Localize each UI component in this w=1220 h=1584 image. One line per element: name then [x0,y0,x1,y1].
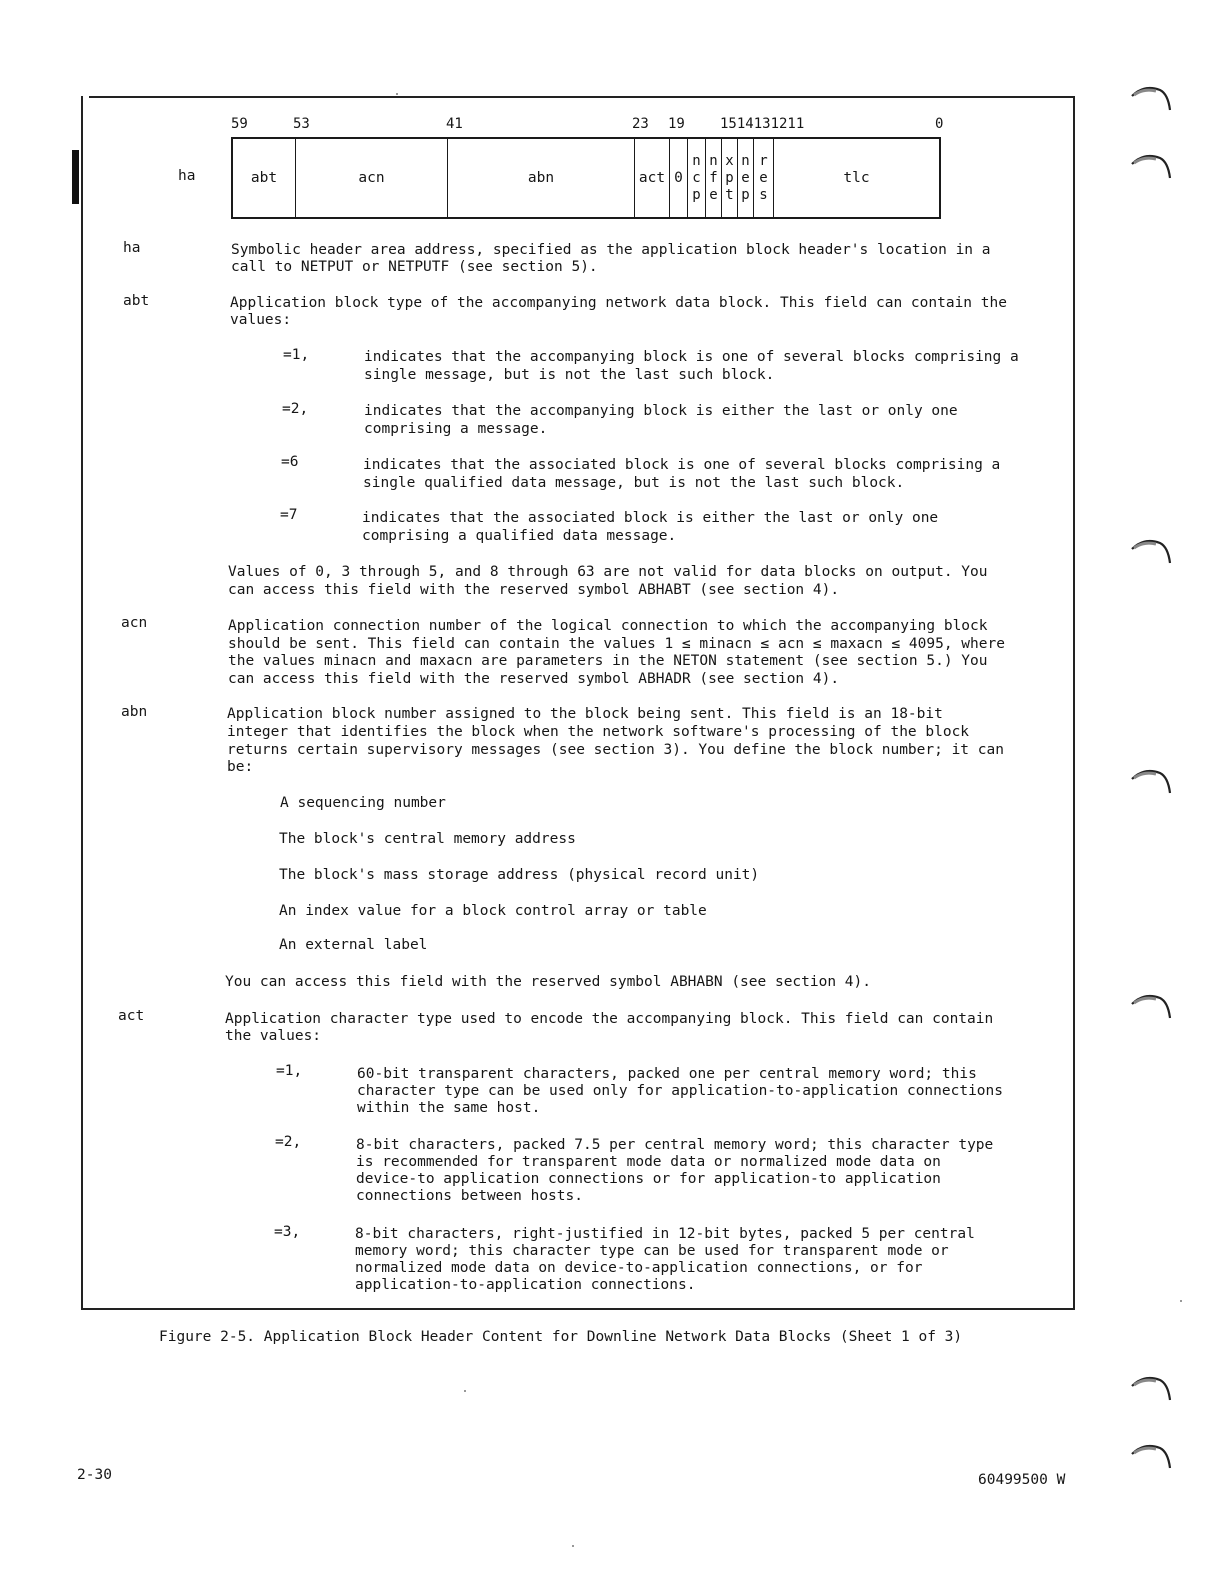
page-number: 2-30 [77,1467,112,1483]
abt-value-desc: indicates that the accompanying block is either the last or only one [364,403,958,419]
flag-nfe: n f e [706,139,722,217]
figure-frame [81,96,1075,1310]
act-value-code: =2, [275,1134,302,1150]
abt-value-code: =1, [283,347,310,363]
field-abt: abt [233,139,296,217]
act-desc-line-1: Application character type used to encode the accompanying block. This field can contain [225,1011,994,1027]
abn-desc-line-4: be: [227,759,254,775]
act-value-desc: 8-bit characters, packed 7.5 per central memory word; this character type [356,1137,994,1153]
flag-res: r e s [754,139,774,217]
acn-desc-line-4: can access this field with the reserved symbol ABHADR (see section 4). [228,671,840,687]
bit-0: 0 [935,116,944,132]
bit-41: 41 [446,116,463,132]
abt-value-desc: indicates that the associated block is either the last or only one [362,510,939,526]
term-abn: abn [121,704,148,720]
abn-desc-line-3: returns certain supervisory messages (see section 3). You define the block number; it can [227,742,1004,758]
acn-desc-line-1: Application connection number of the logical connection to which the accompanying block [228,618,988,634]
abt-value-desc: single qualified data message, but is not the last such block. [363,475,905,491]
speck [464,1390,466,1392]
speck [572,1545,574,1547]
abn-note: You can access this field with the reserved symbol ABHABN (see section 4). [225,974,872,990]
abt-value-desc: indicates that the accompanying block is one of several blocks comprising a [364,349,1019,365]
act-value-desc: device-to application connections or for application-to application [356,1171,941,1187]
abt-desc-line-2: values: [230,312,292,328]
abt-note-line-1: Values of 0, 3 through 5, and 8 through 63 are not valid for data blocks on output. You [228,564,988,580]
act-value-desc: normalized mode data on device-to-application connections, or for [355,1260,923,1276]
ha-desc-line-1: Symbolic header area address, specified as the application block header's location in a [231,242,991,258]
abn-list-item: An external label [279,937,428,953]
bit-15-11: 1514131211 [720,116,805,132]
act-value-desc: is recommended for transparent mode data or normalized mode data on [356,1154,941,1170]
bit-19: 19 [668,116,685,132]
abt-value-code: =7 [280,507,298,523]
bit-23: 23 [632,116,649,132]
act-value-desc: memory word; this character type can be used for transparent mode or [355,1243,949,1259]
abn-list-item: The block's central memory address [279,831,576,847]
field-act: act [635,139,670,217]
ha-desc-line-2: call to NETPUT or NETPUTF (see section 5). [231,259,598,275]
scan-mark-icon [1130,1372,1174,1406]
acn-desc-line-3: the values minacn and maxacn are parameters in the NETON statement (see section 5.) You [228,653,988,669]
abn-desc-line-2: integer that identifies the block when the network software's processing of the block [227,724,970,740]
bit-53: 53 [293,116,310,132]
figure-caption: Figure 2-5. Application Block Header Content for Downline Network Data Blocks (Sheet 1 of 3) [159,1329,963,1345]
term-abt: abt [123,293,150,309]
field-acn: acn [296,139,448,217]
document-id: 60499500 W [978,1472,1066,1488]
field-abn: abn [448,139,635,217]
field-zero: 0 [670,139,688,217]
abt-value-desc: comprising a message. [364,421,548,437]
scan-mark-icon [1130,1440,1174,1474]
abt-desc-line-1: Application block type of the accompanying network data block. This field can contain the [230,295,1007,311]
field-tlc: tlc [843,169,870,186]
term-act: act [118,1008,145,1024]
flag-ncp: n c p [688,139,706,217]
act-value-code: =3, [274,1224,301,1240]
scan-mark-icon [1130,535,1174,569]
abn-list-item: A sequencing number [280,795,446,811]
speck [1180,1300,1182,1302]
abt-value-code: =6 [281,454,299,470]
abt-value-code: =2, [282,401,309,417]
block-header-diagram [231,137,941,219]
speck [396,93,398,95]
flag-xpt: x p t [722,139,738,217]
scan-mark-icon [1130,990,1174,1024]
abt-value-desc: single message, but is not the last such block. [364,367,775,383]
scan-mark-icon [1130,765,1174,799]
act-value-desc: 8-bit characters, right-justified in 12-bit bytes, packed 5 per central [355,1226,975,1242]
abt-value-desc: indicates that the associated block is one of several blocks comprising a [363,457,1001,473]
act-value-desc: 60-bit transparent characters, packed one per central memory word; this [357,1066,977,1082]
act-value-code: =1, [276,1063,303,1079]
act-value-desc: character type can be used only for application-to-application connections [357,1083,1004,1099]
abn-desc-line-1: Application block number assigned to the block being sent. This field is an 18-bit [227,706,943,722]
act-value-desc: application-to-application connections. [355,1277,696,1293]
act-value-desc: within the same host. [357,1100,541,1116]
term-acn: acn [121,615,148,631]
bit-59: 59 [231,116,248,132]
term-ha: ha [123,240,141,256]
scan-mark-icon [1130,82,1174,116]
act-value-desc: connections between hosts. [356,1188,583,1204]
abn-list-item: An index value for a block control array or table [279,903,707,919]
abt-value-desc: comprising a qualified data message. [362,528,677,544]
flag-nep: n e p [738,139,754,217]
change-bar [72,150,79,204]
header-area-label: ha [178,168,196,184]
abt-note-line-2: can access this field with the reserved symbol ABHABT (see section 4). [228,582,840,598]
abn-list-item: The block's mass storage address (physical record unit) [279,867,760,883]
act-desc-line-2: the values: [225,1028,322,1044]
acn-desc-line-2: should be sent. This field can contain the values 1 ≤ minacn ≤ acn ≤ maxacn ≤ 4095, where [228,636,1005,652]
scan-mark-icon [1130,150,1174,184]
